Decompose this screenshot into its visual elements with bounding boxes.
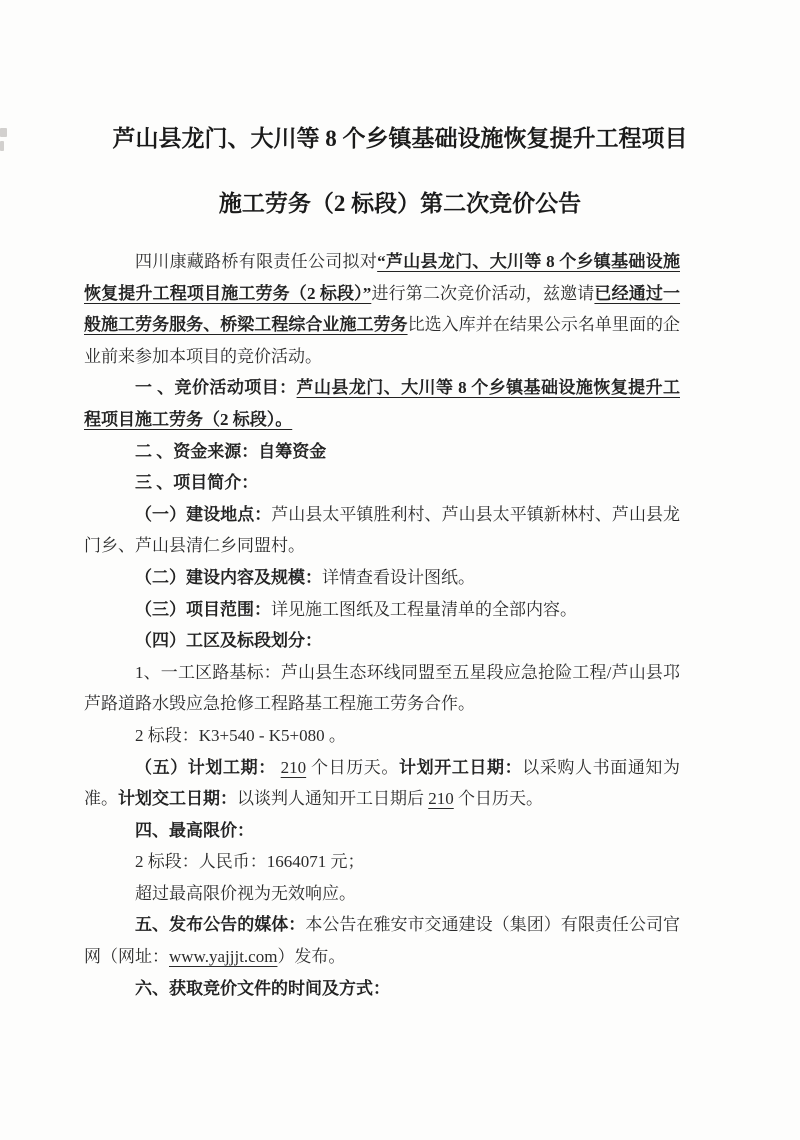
item-label: 三 、项目简介： (135, 473, 259, 493)
sub-4-section-division (84, 625, 680, 657)
text-run: 芦山县太平镇胜利村、芦山县太平镇新林村、芦山县龙门乡、芦山县清仁乡同盟村。 (84, 504, 681, 556)
sub-5-schedule (84, 752, 680, 815)
item-5-media (84, 909, 680, 972)
doc-title-line2: 施工劳务（2 标段）第二次竞价公告 (218, 191, 582, 216)
text-run: ）发布。 (277, 947, 346, 967)
text-run: 比选入库并在结果公示名单里面的企业前来参加本项目的竞价活动。 (84, 315, 681, 366)
text-run: 超过最高限价视为无效响应。 (135, 883, 356, 903)
text-run: 个日历天。 (306, 757, 400, 777)
sub-3-project-range (84, 594, 680, 626)
price-cap-note (84, 878, 680, 910)
text-run: 详情查看设计图纸。 (322, 567, 475, 587)
text-run: 进行第二次竞价活动，兹邀请 (371, 283, 595, 303)
sub-item-label: （一）建设地点： (135, 504, 272, 524)
text-run: 2 标段：K3+540 - K5+080 。 (135, 725, 346, 745)
sub-item-label: （四）工区及标段划分： (135, 631, 322, 651)
project-name-quoted: “芦山县龙门、大川等 8 个乡镇基础设施恢复提升工程项目施工劳务（2 标段）” (84, 252, 680, 303)
item-label: 四、最高限价： (135, 820, 254, 840)
document-title (0, 0, 800, 218)
start-date-label: 计划开工日期： (399, 757, 523, 777)
scan-edge-mark (0, 128, 7, 137)
qualification-requirement: 已经通过一般施工劳务服务、桥梁工程综合业施工劳务 (84, 283, 681, 335)
project-name: 芦山县龙门、大川等 8 个乡镇基础设施恢复提升工程项目施工劳务（2 标段）。 (84, 378, 680, 429)
sub-item-label: （三）项目范围： (135, 599, 271, 619)
text-run: 1、一工区路基标：芦山县生态环线同盟至五星段应急抢险工程/芦山县邛芦路道路水毁应急抢修工程路基工程施工劳务合作。 (84, 662, 680, 714)
text-run: 本公告在雅安市交通建设（集团）有限责任公司官网（网址： (84, 915, 681, 967)
text-run: 详见施工图纸及工程量清单的全部内容。 (271, 599, 577, 619)
doc-title-line1: 芦山县龙门、大川等 8 个乡镇基础设施恢复提升工程项目 (112, 126, 688, 151)
sub-item-label: （五）计划工期： (135, 757, 281, 777)
sub-item-label: （二）建设内容及规模： (135, 567, 322, 587)
section-1-roadbed (84, 657, 680, 720)
text-run: 以采购人书面通知为准。 (84, 757, 681, 809)
text-run: 以谈判人通知开工日期后 (237, 789, 429, 809)
item-4-price-cap (84, 815, 680, 847)
sub-2-content-scale (84, 562, 680, 594)
item-label: 六、获取竞价文件的时间及方式： (135, 978, 390, 998)
price-cap-value (84, 846, 680, 878)
item-1-project (84, 372, 680, 435)
section-2-stake-range (84, 720, 680, 752)
item-3-overview (84, 467, 680, 499)
item-label: 二 、资金来源：自筹资金 (135, 441, 327, 461)
sub-1-location (84, 499, 680, 562)
text-run: 四川康藏路桥有限责任公司拟对 (135, 252, 378, 271)
item-label: 一 、竞价活动项目： (135, 378, 297, 398)
duration-days: 210 (428, 789, 454, 809)
item-2-funding (84, 436, 680, 468)
item-6-obtain-documents (84, 973, 680, 1005)
item-label: 五、发布公告的媒体： (135, 915, 306, 935)
document-body (84, 246, 680, 1004)
scan-edge-mark (0, 141, 4, 151)
text-run: 2 标段：人民币：1664071 元； (135, 852, 365, 872)
completion-date-label: 计划交工日期： (118, 789, 237, 809)
text-run: 个日历天。 (453, 789, 543, 809)
intro-paragraph (84, 246, 680, 372)
duration-days: 210 (280, 757, 307, 777)
website-url: www.yajjjt.com (169, 947, 278, 967)
